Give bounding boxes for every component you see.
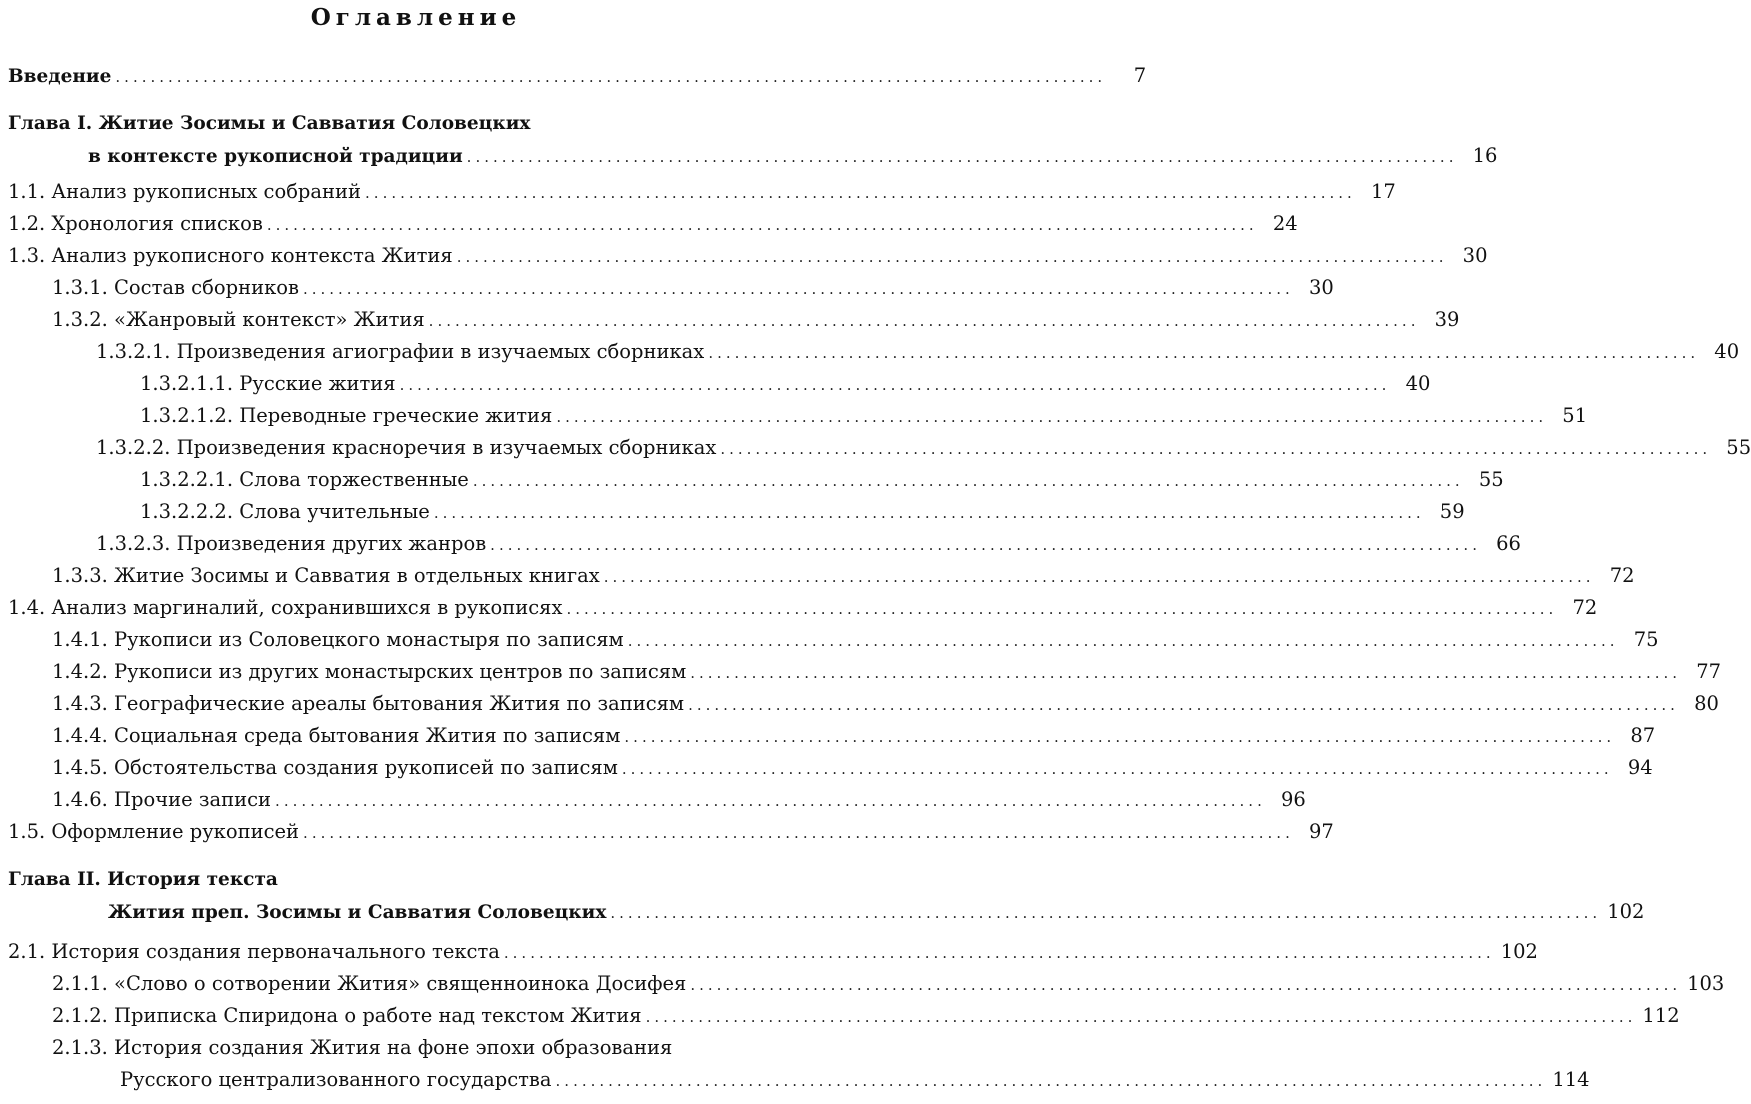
toc-entry-page: 7: [1133, 64, 1147, 87]
toc-entry-page: 112: [1642, 1004, 1680, 1027]
dot-leader: .................................................................................................................: [266, 216, 1258, 234]
dot-leader: .................................................................................................................: [302, 280, 1294, 298]
toc-entry-label: в контексте рукописной традиции: [88, 146, 463, 167]
toc-entry-page: 24: [1272, 212, 1298, 235]
toc-entry-label: 1.4.1. Рукописи из Соловецкого монастыря по записям: [52, 628, 624, 651]
toc-entry-label: Введение: [8, 66, 112, 87]
toc-entry-page: 114: [1552, 1068, 1590, 1091]
dot-leader: .................................................................................................................: [708, 344, 1700, 362]
toc-entry-label: 1.3.3. Житие Зосимы и Савватия в отдельных книгах: [52, 564, 600, 587]
toc-entry-page: 40: [1714, 340, 1740, 363]
toc-entry-label: 1.3.2. «Жанровый контекст» Жития: [52, 308, 425, 331]
toc-entry-label: 1.3.2.2.1. Слова торжественные: [140, 468, 469, 491]
toc-entry-page: 102: [1500, 940, 1538, 963]
toc-entry-label: 1.3.2.2. Произведения красноречия в изучаемых сборниках: [96, 436, 717, 459]
toc-entry[interactable]: [0, 178, 1396, 206]
dot-leader: .................................................................................................................: [603, 568, 1595, 586]
toc-entry-page: 72: [1609, 564, 1635, 587]
toc-entry[interactable]: [0, 370, 1431, 398]
dot-leader: .................................................................................................................: [688, 696, 1679, 714]
toc-entry-label: 1.2. Хронология списков: [8, 212, 263, 235]
toc-entry[interactable]: [0, 62, 1147, 90]
toc-entry-label: 2.1.2. Приписка Спиридона о работе над текстом Жития: [52, 1004, 642, 1027]
toc-entry-label: 1.4.3. Географические ареалы бытования Жития по записям: [52, 692, 685, 715]
toc-entry-page: 51: [1562, 404, 1588, 427]
toc-entry-label: 2.1. История создания первоначального текста: [8, 940, 500, 963]
dot-leader: .................................................................................................................: [365, 184, 1356, 202]
toc-entry-page: 40: [1405, 372, 1431, 395]
dot-leader: .................................................................................................................: [690, 976, 1682, 994]
toc-entry[interactable]: [0, 306, 1460, 334]
dot-leader: .................................................................................................................: [556, 408, 1548, 426]
toc-entry-page: 16: [1472, 144, 1498, 167]
toc-entry-label: 1.3.2.1. Произведения агиографии в изучаемых сборниках: [96, 340, 705, 363]
toc-entry-label: 1.5. Оформление рукописей: [8, 820, 300, 843]
toc-entry-label: 1.4.2. Рукописи из других монастырских центров по записям: [52, 660, 687, 683]
toc-entry[interactable]: [0, 242, 1488, 270]
toc-entry-label: 1.3.2.2.2. Слова учительные: [140, 500, 430, 523]
dot-leader: .................................................................................................................: [399, 376, 1391, 394]
toc-entry[interactable]: [0, 210, 1298, 238]
toc-entry[interactable]: [0, 938, 1538, 966]
toc-entry[interactable]: [0, 274, 1334, 302]
toc-entry-label: 1.4.6. Прочие записи: [52, 788, 272, 811]
toc-entry-page: 30: [1462, 244, 1488, 267]
dot-leader: .................................................................................................................: [610, 904, 1602, 922]
toc-entry[interactable]: [0, 722, 1656, 750]
dot-leader: .................................................................................................................: [433, 504, 1425, 522]
toc-entry[interactable]: [0, 338, 1740, 366]
toc-entry-label: 1.3.2.3. Произведения других жанров: [96, 532, 487, 555]
toc-entry-label: 1.4.4. Социальная среда бытования Жития по записям: [52, 724, 621, 747]
toc-entry-label: 1.1. Анализ рукописных собраний: [8, 180, 362, 203]
toc-entry[interactable]: [0, 594, 1598, 622]
toc-entry-page: 87: [1630, 724, 1656, 747]
toc-entry-label: 2.1.3. История создания Жития на фоне эпохи образования: [52, 1036, 673, 1059]
toc-entry[interactable]: [0, 434, 1751, 462]
toc-entry[interactable]: [0, 562, 1635, 590]
toc-entry[interactable]: [0, 402, 1588, 430]
page-title: Оглавление: [310, 4, 522, 31]
dot-leader: .................................................................................................................: [503, 944, 1495, 962]
toc-entry-label: 1.3.2.1.2. Переводные греческие жития: [140, 404, 553, 427]
toc-entry[interactable]: [0, 898, 1645, 926]
dot-leader: .................................................................................................................: [624, 728, 1616, 746]
toc-entry[interactable]: [0, 498, 1465, 526]
toc-entry-page: 97: [1309, 820, 1334, 843]
toc-entry-page: 103: [1687, 972, 1725, 995]
toc-entry-label: 1.3.1. Состав сборников: [52, 276, 299, 299]
toc-entry-page: 55: [1478, 468, 1504, 491]
toc-entry-label: 1.4.5. Обстоятельства создания рукописей по записям: [52, 756, 618, 779]
dot-leader: .................................................................................................................: [690, 664, 1682, 682]
toc-entry-label: 1.3. Анализ рукописного контекста Жития: [8, 244, 453, 267]
toc-entry-label: 1.4. Анализ маргиналий, сохранившихся в рукописях: [8, 596, 563, 619]
toc-entry[interactable]: [0, 970, 1725, 998]
toc-entry-page: 75: [1633, 628, 1659, 651]
toc-entry[interactable]: [0, 466, 1504, 494]
toc-entry[interactable]: [0, 1002, 1680, 1030]
toc-entry-label: Глава II. История текста: [8, 869, 278, 890]
dot-leader: .................................................................................................................: [645, 1008, 1637, 1026]
toc-entry-label: Жития преп. Зосимы и Савватия Соловецких: [108, 902, 607, 923]
toc-entry-page: 59: [1439, 500, 1465, 523]
toc-entry[interactable]: [0, 530, 1521, 558]
toc-entry[interactable]: [0, 1034, 878, 1062]
toc-entry-label: Русского централизованного государства: [120, 1068, 552, 1091]
toc-entry[interactable]: [0, 142, 1498, 170]
toc-entry[interactable]: [0, 786, 1306, 814]
toc-entry-label: Глава I. Житие Зосимы и Савватия Соловецких: [8, 113, 531, 134]
toc-entry[interactable]: [0, 754, 1653, 782]
toc-entry-label: 2.1.1. «Слово о сотворении Жития» священноинока Досифея: [52, 972, 687, 995]
toc-entry[interactable]: [0, 1066, 1590, 1094]
dot-leader: .................................................................................................................: [275, 792, 1266, 810]
dot-leader: .................................................................................................................: [490, 536, 1481, 554]
toc-entry-label: 1.3.2.1.1. Русские жития: [140, 372, 396, 395]
toc-entry-page: 66: [1496, 532, 1521, 555]
dot-leader: .................................................................................................................: [621, 760, 1613, 778]
toc-entry[interactable]: [0, 658, 1722, 686]
dot-leader: .................................................................................................................: [466, 148, 1458, 166]
dot-leader: .................................................................................................................: [555, 1072, 1547, 1090]
dot-leader: .................................................................................................................: [720, 440, 1712, 458]
dot-leader: .................................................................................................................: [115, 68, 1107, 86]
dot-leader: .................................................................................................................: [472, 472, 1464, 490]
toc-chapter-heading[interactable]: [0, 866, 834, 894]
toc-entry-page: 77: [1696, 660, 1722, 683]
toc-entry[interactable]: [0, 626, 1659, 654]
toc-entry[interactable]: [0, 818, 1334, 846]
toc-entry-page: 96: [1281, 788, 1306, 811]
toc-entry-page: 72: [1572, 596, 1598, 619]
toc-entry-page: 94: [1627, 756, 1653, 779]
toc-entry-page: 55: [1726, 436, 1751, 459]
toc-entry-page: 17: [1371, 180, 1396, 203]
dot-leader: .................................................................................................................: [456, 248, 1448, 266]
dot-leader: .................................................................................................................: [303, 824, 1294, 842]
dot-leader: .................................................................................................................: [627, 632, 1619, 650]
toc-entry-page: 102: [1607, 900, 1645, 923]
dot-leader: .................................................................................................................: [566, 600, 1558, 618]
toc-entry[interactable]: [0, 690, 1719, 718]
toc-chapter-heading[interactable]: [0, 110, 834, 138]
toc-entry-page: 39: [1434, 308, 1460, 331]
dot-leader: .................................................................................................................: [428, 312, 1420, 330]
toc-entry-page: 30: [1308, 276, 1334, 299]
toc-entry-page: 80: [1694, 692, 1719, 715]
